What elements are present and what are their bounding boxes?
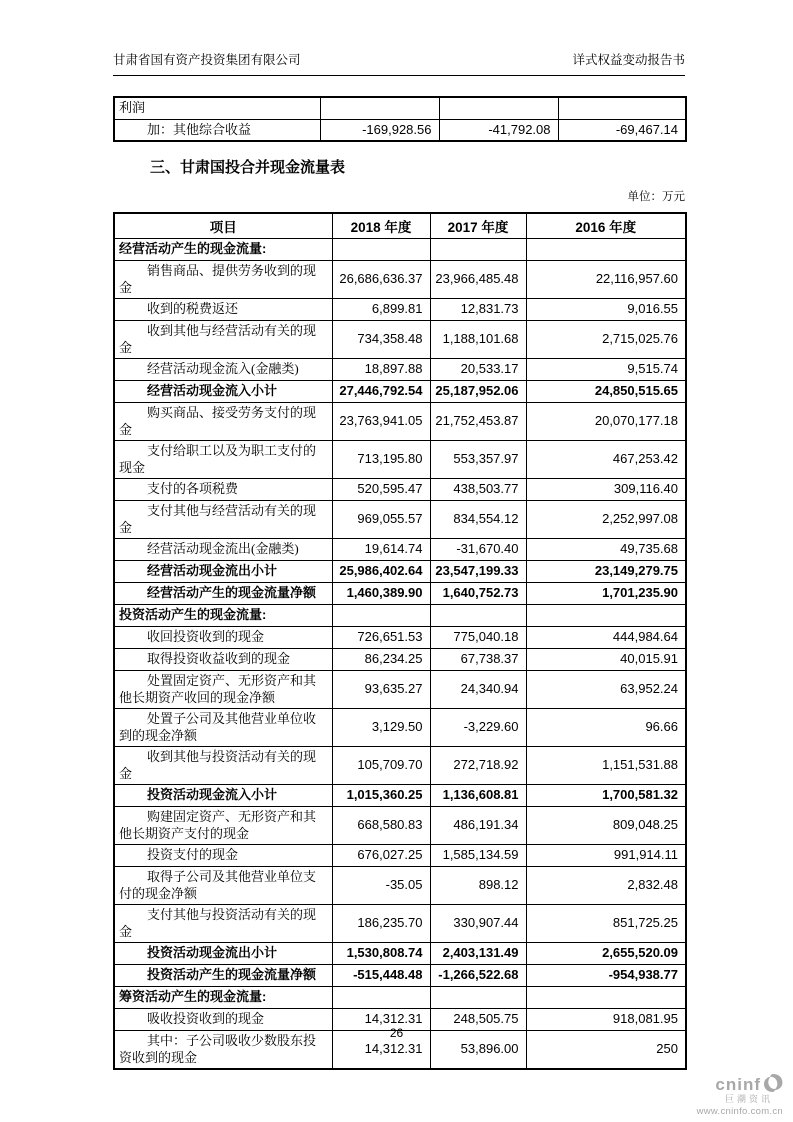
row-label: 投资活动产生的现金流量: [114,605,332,627]
cell-value-2018: 3,129.50 [332,709,430,747]
profit-table-fragment [113,96,687,142]
cell-value-2017: 330,907.44 [430,905,526,943]
cell-value-2018: 6,899.81 [332,299,430,321]
cell-value-2017 [430,239,526,261]
cell-value-2018: 26,686,636.37 [332,261,430,299]
cell-value-2017: 25,187,952.06 [430,381,526,403]
cell-value-2017: 1,585,134.59 [430,845,526,867]
cell-value-2016: -954,938.77 [526,965,686,987]
cell-value-2016: 63,952.24 [526,671,686,709]
row-label: 取得投资收益收到的现金 [114,649,332,671]
cell-value-2016: 918,081.95 [526,1009,686,1031]
table-row [114,747,686,785]
cell-value-2017 [430,987,526,1009]
row-label: 其中：子公司吸收少数股东投资收到的现金 [114,1031,332,1070]
table-row [114,539,686,561]
cell-value-2018: -515,448.48 [332,965,430,987]
col-header-2018: 2018 年度 [332,213,430,239]
cell-value-2017: -1,266,522.68 [430,965,526,987]
row-label: 支付其他与投资活动有关的现金 [114,905,332,943]
row-label: 收到其他与经营活动有关的现金 [114,321,332,359]
cell-value-2016: 2,655,520.09 [526,943,686,965]
cell-value-2018: 105,709.70 [332,747,430,785]
cell-value-2018: 520,595.47 [332,479,430,501]
cell-value-2018: 726,651.53 [332,627,430,649]
cell-value-2016: 24,850,515.65 [526,381,686,403]
cninfo-swirl-icon [763,1074,783,1092]
header-company-name: 甘肃省国有资产投资集团有限公司 [113,53,301,67]
cell-value-2016: 444,984.64 [526,627,686,649]
row-label: 经营活动现金流入小计 [114,381,332,403]
cell-value-2017: -41,792.08 [439,119,558,141]
row-label: 加：其他综合收益 [114,119,320,141]
cell-value-2016: 1,701,235.90 [526,583,686,605]
cell-value-2016: 23,149,279.75 [526,561,686,583]
table-row [114,583,686,605]
cell-value-2016: 9,515.74 [526,359,686,381]
table-row [114,943,686,965]
cninfo-chinese-name: 巨潮资讯 [724,1094,773,1104]
cell-value-2017: -31,670.40 [430,539,526,561]
cell-value-2017: 12,831.73 [430,299,526,321]
cell-value-2018: 734,358.48 [332,321,430,359]
cell-value-2017: 20,533.17 [430,359,526,381]
cell-value-2018: -35.05 [332,867,430,905]
cell-value-2016: 467,253.42 [526,441,686,479]
cell-value-2017: 2,403,131.49 [430,943,526,965]
cell-value-2018: 969,055.57 [332,501,430,539]
cell-value-2018: 25,986,402.64 [332,561,430,583]
cell-value-2017: 438,503.77 [430,479,526,501]
cell-value-2018: 14,312.31 [332,1031,430,1070]
cell-value-2018 [332,987,430,1009]
cell-value-2018: 186,235.70 [332,905,430,943]
table-row [114,807,686,845]
table-row [114,321,686,359]
cell-value-2016 [526,987,686,1009]
cell-value-2016: 49,735.68 [526,539,686,561]
cninfo-logo [697,1074,783,1117]
cell-value-2016: 309,116.40 [526,479,686,501]
table-row [114,239,686,261]
cell-value-2017: 67,738.37 [430,649,526,671]
cell-value-2017: 24,340.94 [430,671,526,709]
cell-value-2016: 96.66 [526,709,686,747]
table-row [114,867,686,905]
cell-value-2017: 1,640,752.73 [430,583,526,605]
cell-value-2018: 1,015,360.25 [332,785,430,807]
cninfo-brand-row [697,1074,783,1093]
header-doc-title: 详式权益变动报告书 [572,53,685,67]
table-row [114,501,686,539]
table-row [114,987,686,1009]
col-header-item: 项目 [114,213,332,239]
table-row [114,261,686,299]
table-row [114,905,686,943]
cell-value-2016: 20,070,177.18 [526,403,686,441]
row-label: 经营活动现金流出(金融类) [114,539,332,561]
cell-value-2018: 1,530,808.74 [332,943,430,965]
row-label: 收到的税费返还 [114,299,332,321]
cell-value-2017: 1,136,608.81 [430,785,526,807]
table-row [114,671,686,709]
cell-value-2018: 27,446,792.54 [332,381,430,403]
cell-value-2017: 775,040.18 [430,627,526,649]
row-label: 销售商品、提供劳务收到的现金 [114,261,332,299]
cninfo-url: www.cninfo.com.cn [696,1106,783,1117]
cell-value-2017: 486,191.34 [430,807,526,845]
cell-value-2018: 713,195.80 [332,441,430,479]
table-row [114,97,686,119]
cell-value-2016: 40,015.91 [526,649,686,671]
cell-value-2017: 23,966,485.48 [430,261,526,299]
row-label: 支付给职工以及为职工支付的现金 [114,441,332,479]
cell-value-2018: 23,763,941.05 [332,403,430,441]
table-row [114,561,686,583]
page-number: 26 [389,1026,404,1040]
cell-value-2018: 1,460,389.90 [332,583,430,605]
row-label: 投资活动现金流入小计 [114,785,332,807]
cell-value-2016: 809,048.25 [526,807,686,845]
row-label: 筹资活动产生的现金流量: [114,987,332,1009]
cell-value-2017: 1,188,101.68 [430,321,526,359]
table-row [114,709,686,747]
cell-value-2016: 851,725.25 [526,905,686,943]
cell-value-2016: -69,467.14 [558,119,686,141]
section-title: 三、甘肃国投合并现金流量表 [150,159,346,176]
col-header-2017: 2017 年度 [430,213,526,239]
row-label: 经营活动现金流出小计 [114,561,332,583]
table-row [114,605,686,627]
cell-value-2016: 2,832.48 [526,867,686,905]
table-row [114,627,686,649]
row-label: 支付其他与经营活动有关的现金 [114,501,332,539]
cell-value-2018 [320,97,439,119]
table-row [114,845,686,867]
cell-value-2016: 1,151,531.88 [526,747,686,785]
cell-value-2018: 86,234.25 [332,649,430,671]
cell-value-2017: 834,554.12 [430,501,526,539]
cell-value-2017: 248,505.75 [430,1009,526,1031]
cash-flow-table [113,212,687,1070]
table-row [114,403,686,441]
cell-value-2018: 14,312.31 [332,1009,430,1031]
row-label: 经营活动产生的现金流量: [114,239,332,261]
cninfo-brand-text: cninf [715,1075,761,1094]
table-row [114,785,686,807]
cell-value-2016: 991,914.11 [526,845,686,867]
cell-value-2016 [526,239,686,261]
cell-value-2018 [332,605,430,627]
cell-value-2017: 553,357.97 [430,441,526,479]
col-header-2016: 2016 年度 [526,213,686,239]
row-label: 利润 [114,97,320,119]
cell-value-2017: 21,752,453.87 [430,403,526,441]
cell-value-2016 [526,605,686,627]
cell-value-2016: 250 [526,1031,686,1070]
cell-value-2016 [558,97,686,119]
row-label: 购买商品、接受劳务支付的现金 [114,403,332,441]
table-row [114,965,686,987]
row-label: 购建固定资产、无形资产和其他长期资产支付的现金 [114,807,332,845]
row-label: 处置固定资产、无形资产和其他长期资产收回的现金净额 [114,671,332,709]
row-label: 吸收投资收到的现金 [114,1009,332,1031]
cell-value-2018: 668,580.83 [332,807,430,845]
row-label: 取得子公司及其他营业单位支付的现金净额 [114,867,332,905]
cell-value-2016: 9,016.55 [526,299,686,321]
cell-value-2018: -169,928.56 [320,119,439,141]
page-header [113,50,685,76]
cell-value-2017: 53,896.00 [430,1031,526,1070]
row-label: 处置子公司及其他营业单位收到的现金净额 [114,709,332,747]
table-row [114,299,686,321]
cell-value-2017: 898.12 [430,867,526,905]
cell-value-2018 [332,239,430,261]
cell-value-2017: 23,547,199.33 [430,561,526,583]
table-row [114,359,686,381]
cell-value-2018: 676,027.25 [332,845,430,867]
table-header-row [114,213,686,239]
cell-value-2018: 19,614.74 [332,539,430,561]
table-row [114,381,686,403]
cell-value-2017: -3,229.60 [430,709,526,747]
table-row [114,441,686,479]
row-label: 投资活动现金流出小计 [114,943,332,965]
row-label: 收到其他与投资活动有关的现金 [114,747,332,785]
unit-label: 单位：万元 [627,191,685,203]
row-label: 经营活动产生的现金流量净额 [114,583,332,605]
cell-value-2016: 2,252,997.08 [526,501,686,539]
cell-value-2016: 1,700,581.32 [526,785,686,807]
row-label: 经营活动现金流入(金融类) [114,359,332,381]
cell-value-2017: 272,718.92 [430,747,526,785]
cell-value-2017 [430,605,526,627]
cell-value-2018: 18,897.88 [332,359,430,381]
table-row [114,119,686,141]
cell-value-2016: 22,116,957.60 [526,261,686,299]
cell-value-2017 [439,97,558,119]
cell-value-2018: 93,635.27 [332,671,430,709]
row-label: 支付的各项税费 [114,479,332,501]
row-label: 投资活动产生的现金流量净额 [114,965,332,987]
cell-value-2016: 2,715,025.76 [526,321,686,359]
table-row [114,649,686,671]
row-label: 投资支付的现金 [114,845,332,867]
table-row [114,479,686,501]
row-label: 收回投资收到的现金 [114,627,332,649]
